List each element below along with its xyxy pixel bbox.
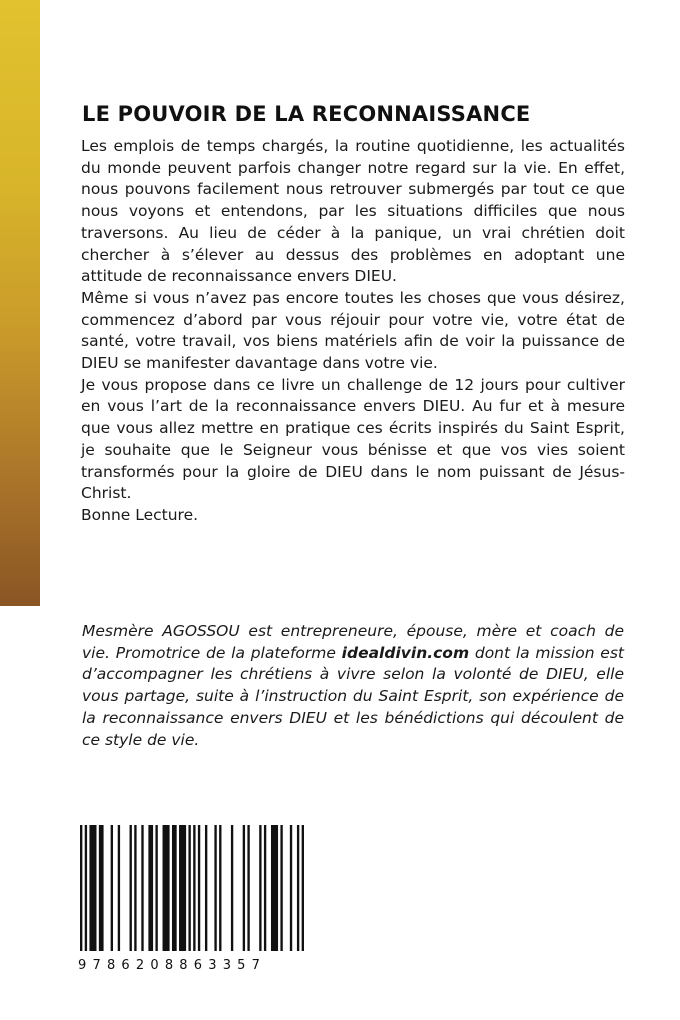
barcode-bar (247, 825, 249, 951)
decorative-side-band (0, 0, 40, 606)
barcode-bar (280, 825, 282, 951)
barcode-bar (205, 825, 207, 951)
barcode-bar (179, 825, 186, 951)
summary-paragraph-2: Même si vous n’avez pas encore toutes les choses que vous désirez, commencez d’abord par vous réjouir pour votre vie, votre état de santé, votre travail, vos biens matériels afin de voir la puissance de DIEU se manifester davantage dans votre vie. (81, 288, 625, 373)
barcode-bar (243, 825, 245, 951)
barcode-bar (231, 825, 233, 951)
barcode-bar (163, 825, 170, 951)
barcode-bar (188, 825, 190, 951)
barcode-bar (155, 825, 157, 951)
summary-paragraph-1: Les emplois de temps chargés, la routine quotidienne, les actualités du monde peuvent parfois changer notre regard sur la vie. En effet, nous pouvons facilement nous retrouver submergés par tout ce que nous voyons et entendons, par les situations difficiles que nous traversons. Au lieu de céder à la panique, un vrai chrétien doit chercher à s’élever au dessus des problèmes en adoptant une attitude de reconnaissance envers DIEU. (81, 137, 625, 286)
isbn-barcode (70, 825, 310, 975)
barcode-bar (290, 825, 292, 951)
barcode-bar (214, 825, 216, 951)
barcode-bar (130, 825, 132, 951)
website-link[interactable]: idealdivin.com (341, 643, 470, 662)
barcode-bar (80, 825, 82, 951)
barcode-bar (85, 825, 87, 951)
barcode-bar (198, 825, 200, 951)
author-bio-rest: dont la mission est d’accompagner les chrétiens à vivre selon la volonté de DIEU, elle vous partage, suite à l’instruction du Saint Esprit, son expérience de la reconnaissance envers DIEU et les bénédictions qui découlent de ce style de vie. (82, 643, 624, 749)
barcode-bar (264, 825, 266, 951)
barcode-bar (99, 825, 104, 951)
barcode-bar (111, 825, 113, 951)
barcode-bar (89, 825, 96, 951)
barcode-bar (141, 825, 143, 951)
back-cover-title: LE POUVOIR DE LA RECONNAISSANCE (82, 102, 531, 126)
summary-text (81, 136, 625, 527)
barcode-bar (219, 825, 221, 951)
isbn-number: 9786208863357 (78, 958, 267, 973)
barcode-bar (118, 825, 120, 951)
barcode-bar (148, 825, 153, 951)
barcode-bar (172, 825, 177, 951)
barcode-bar (193, 825, 195, 951)
barcode-bar (259, 825, 261, 951)
barcode-bar (302, 825, 304, 951)
summary-closing: Bonne Lecture. (81, 505, 199, 524)
barcode-bar (271, 825, 278, 951)
barcode-bar (297, 825, 299, 951)
author-bio (82, 621, 624, 751)
summary-paragraph-3: Je vous propose dans ce livre un challenge de 12 jours pour cultiver en vous l’art de la reconnaissance envers DIEU. Au fur et à mesure que vous allez mettre en pratique ces écrits inspirés du Saint Esprit, je souhaite que le Seigneur vous bénisse et que vos vies soient transformés pour la gloire de DIEU dans le nom puissant de Jésus-Christ. (81, 375, 625, 503)
author-bio-intro: Mesmère AGOSSOU est entrepreneure, épouse, mère et coach de vie. Promotrice de la plateforme (82, 622, 624, 662)
barcode-bar (134, 825, 136, 951)
barcode-bars (80, 825, 304, 955)
